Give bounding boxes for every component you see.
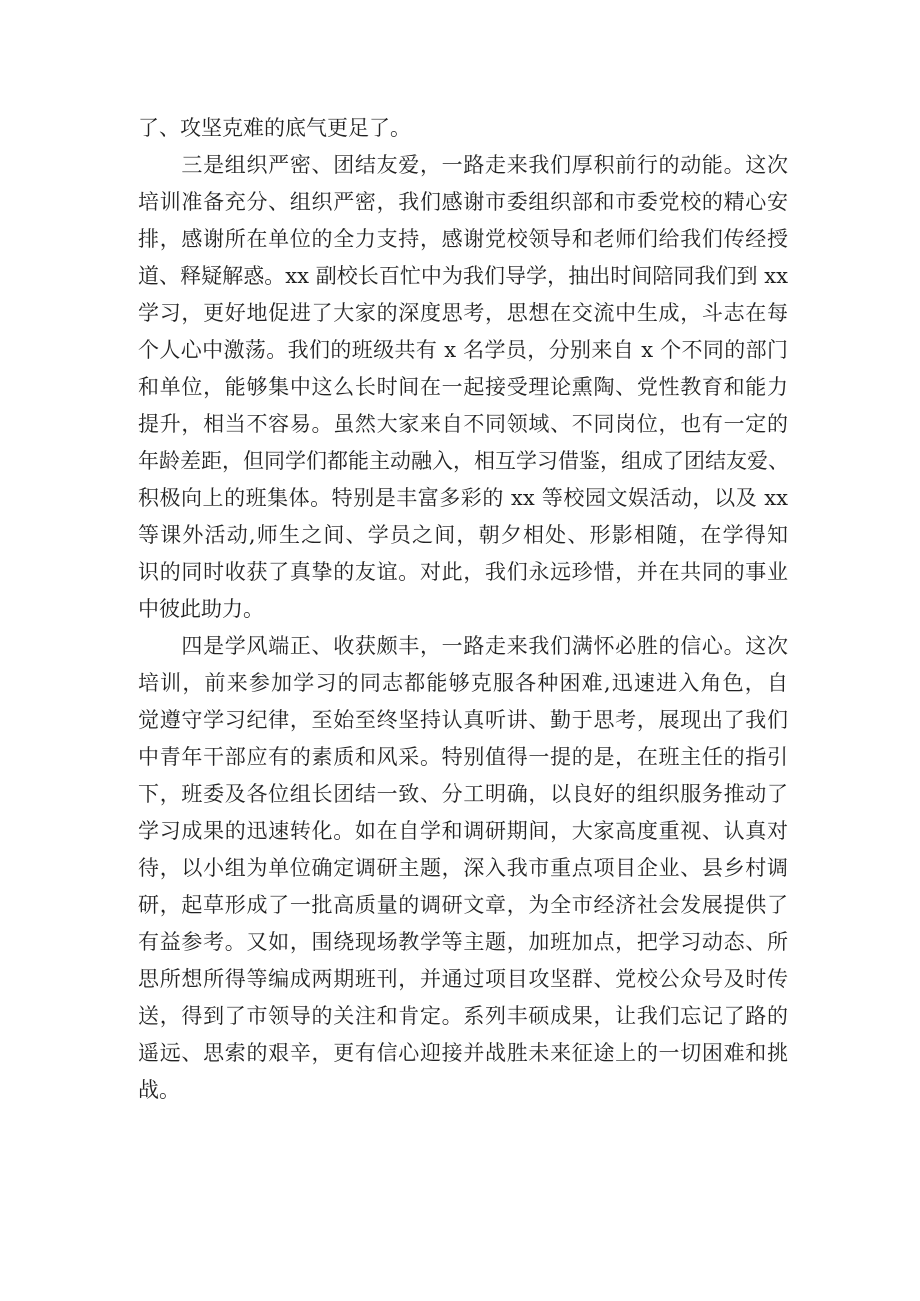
text-line: 遥远、思索的艰辛，更有信心迎接并战胜未来征途上的一切困难和挑 — [138, 1041, 788, 1065]
text-line: 学习成果的迅速转化。如在自学和调研期间，大家高度重视、认真对 — [138, 819, 788, 843]
text-line: 排，感谢所在单位的全力支持，感谢党校领导和老师们给我们传经授 — [138, 227, 788, 251]
text-line: 培训，前来参加学习的同志都能够克服各种困难,迅速进入角色，自 — [138, 671, 788, 695]
text-line: 觉遵守学习纪律，至始至终坚持认真听讲、勤于思考，展现出了我们 — [138, 708, 788, 732]
text-line: 思所想所得等编成两期班刊，并通过项目攻坚群、党校公众号及时传 — [138, 967, 788, 991]
text-line: 年龄差距，但同学们都能主动融入，相互学习借鉴，组成了团结友爱、 — [138, 449, 789, 473]
text-line: 中彼此助力。 — [138, 597, 264, 621]
text-line: 道、释疑解惑。xx 副校长百忙中为我们导学，抽出时间陪同我们到 xx — [138, 264, 788, 288]
text-line: 和单位，能够集中这么长时间在一起接受理论熏陶、党性教育和能力 — [138, 375, 788, 399]
text-line: 下，班委及各位组长团结一致、分工明确，以良好的组织服务推动了 — [138, 782, 788, 806]
paragraph-continuation — [138, 110, 788, 147]
text-line: 待，以小组为单位确定调研主题，深入我市重点项目企业、县乡村调 — [138, 856, 788, 880]
text-line: 有益参考。又如，围绕现场教学等主题，加班加点，把学习动态、所 — [138, 930, 788, 954]
text-line: 等课外活动,师生之间、学员之间，朝夕相处、形影相随，在学得知 — [138, 523, 788, 547]
text-line: 四是学风端正、收获颇丰，一路走来我们满怀必胜的信心。这次 — [138, 634, 788, 658]
text-line: 了、攻坚克难的底气更足了。 — [138, 116, 411, 140]
paragraph-four-study-style — [138, 628, 788, 1109]
text-line: 提升，相当不容易。虽然大家来自不同领域、不同岗位，也有一定的 — [138, 412, 788, 436]
document-body — [138, 110, 788, 1109]
text-line: 中青年干部应有的素质和风采。特别值得一提的是，在班主任的指引 — [138, 745, 788, 769]
text-line: 个人心中激荡。我们的班级共有 x 名学员，分别来自 x 个不同的部门 — [138, 338, 788, 362]
text-line: 培训准备充分、组织严密，我们感谢市委组织部和市委党校的精心安 — [138, 190, 788, 214]
text-line: 三是组织严密、团结友爱，一路走来我们厚积前行的动能。这次 — [138, 153, 788, 177]
text-line: 战。 — [138, 1078, 180, 1102]
text-line: 送，得到了市领导的关注和肯定。系列丰硕成果，让我们忘记了路的 — [138, 1004, 788, 1028]
text-line: 研，起草形成了一批高质量的调研文章，为全市经济社会发展提供了 — [138, 893, 788, 917]
text-line: 识的同时收获了真挚的友谊。对此，我们永远珍惜，并在共同的事业 — [138, 560, 788, 584]
text-line: 学习，更好地促进了大家的深度思考，思想在交流中生成，斗志在每 — [138, 301, 788, 325]
text-line: 积极向上的班集体。特别是丰富多彩的 xx 等校园文娱活动，以及 xx — [138, 486, 788, 510]
paragraph-three-organization — [138, 147, 788, 628]
